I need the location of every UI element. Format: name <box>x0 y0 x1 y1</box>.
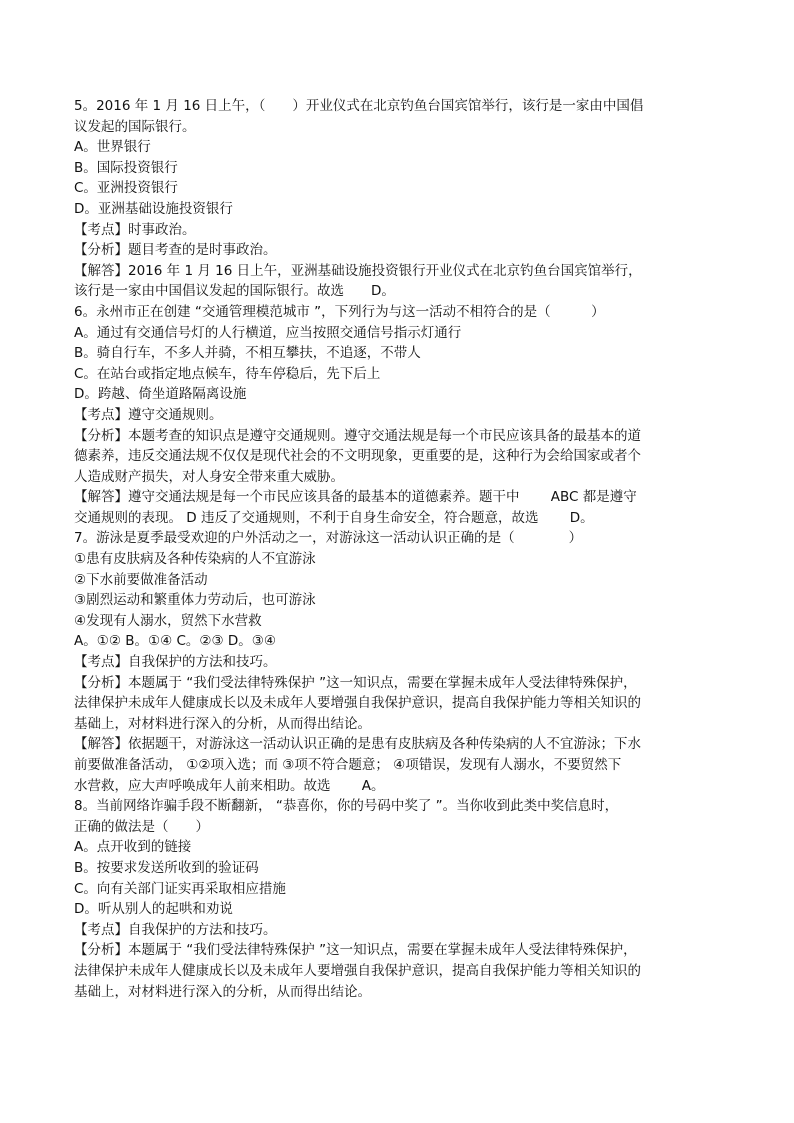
q7-item-4: ④发现有人溺水，贸然下水营救 <box>74 612 262 629</box>
q7-item-1: ①患有皮肤病及各种传染病的人不宜游泳 <box>74 551 316 568</box>
q6-option-c: C。在站台或指定地点候车，待车停稳后，先下后上 <box>74 365 381 382</box>
q5-option-c: C。亚洲投资银行 <box>74 180 178 197</box>
q8-stem-line-2: 正确的做法是（ ） <box>74 818 209 835</box>
q7-item-2: ②下水前要做准备活动 <box>74 571 208 588</box>
q5-option-b: B。国际投资银行 <box>74 159 178 176</box>
q5-answer-line-2: 该行是一家由中国倡议发起的国际银行。故选 D。 <box>74 283 395 300</box>
q6-option-d: D。跨越、倚坐道路隔离设施 <box>74 386 247 403</box>
q6-answer-line-2: 交通规则的表现。 D 违反了交通规则，不利于自身生命安全，符合题意，故选 D。 <box>74 509 594 526</box>
q8-stem-line-1: 8。当前网络诈骗手段不断翻新， “恭喜你，你的号码中奖了 ”。当你收到此类中奖信息时， <box>74 798 619 815</box>
q7-answer-line-1: 【解答】依据题干，对游泳这一活动认识正确的是患有皮肤病及各种传染病的人不宜游泳；下水 <box>74 736 641 753</box>
q5-option-d: D。亚洲基础设施投资银行 <box>74 200 233 217</box>
q8-option-b: B。按要求发送所收到的验证码 <box>74 859 259 876</box>
q7-answer-line-2: 前要做准备活动， ①②项入选；而 ③项不符合题意； ④项错误，发现有人溺水，不要贸然下 <box>74 757 622 773</box>
q8-topic: 【考点】自我保护的方法和技巧。 <box>74 921 277 938</box>
q5-topic: 【考点】时事政治。 <box>74 221 196 238</box>
q7-analysis-line-2: 法律保护未成年人健康成长以及未成年人要增强自我保护意识，提高自我保护能力等相关知识的 <box>74 695 641 712</box>
q5-answer-line-1: 【解答】2016 年 1 月 16 日上午，亚洲基础设施投资银行开业仪式在北京钓鱼台国宾馆举行， <box>74 262 642 279</box>
q8-option-d: D。听从别人的起哄和劝说 <box>74 901 233 918</box>
q8-analysis-line-3: 基础上，对材料进行深入的分析，从而得出结论。 <box>74 983 371 1000</box>
q6-option-b: B。骑自行车，不多人并骑，不相互攀扶，不追逐，不带人 <box>74 345 421 362</box>
q8-option-c: C。向有关部门证实再采取相应措施 <box>74 880 286 897</box>
q7-options: A。①② B。①④ C。②③ D。③④ <box>74 633 277 650</box>
q7-stem: 7。游泳是夏季最受欢迎的户外活动之一，对游泳这一活动认识正确的是（ ） <box>74 530 583 547</box>
q6-analysis-line-1: 【分析】本题考查的知识点是遵守交通规则。遵守交通法规是每一个市民应该具备的最基本的道 <box>74 427 641 444</box>
q6-topic: 【考点】遵守交通规则。 <box>74 406 223 423</box>
q5-stem-line-1: 5。2016 年 1 月 16 日上午，（ ）开业仪式在北京钓鱼台国宾馆举行，该行是一家由中国倡 <box>74 98 644 114</box>
q8-option-a: A。点开收到的链接 <box>74 839 192 856</box>
q6-answer-line-1: 【解答】遵守交通法规是每一个市民应该具备的最基本的道德素养。题干中 ABC 都是遵守 <box>74 489 637 506</box>
q7-answer-line-3: 水营救，应大声呼唤成年人前来相助。故选 A。 <box>74 777 385 794</box>
q5-analysis: 【分析】题目考查的是时事政治。 <box>74 242 277 259</box>
q5-stem-line-2: 议发起的国际银行。 <box>74 118 196 135</box>
document-body <box>74 96 734 1002</box>
q6-option-a: A。通过有交通信号灯的人行横道，应当按照交通信号指示灯通行 <box>74 324 462 341</box>
q7-item-3: ③剧烈运动和繁重体力劳动后，也可游泳 <box>74 592 316 609</box>
q7-topic: 【考点】自我保护的方法和技巧。 <box>74 654 277 671</box>
q6-analysis-line-3: 人造成财产损失，对人身安全带来重大威胁。 <box>74 468 344 485</box>
q6-stem: 6。永州市正在创建 “交通管理模范城市 ”，下列行为与这一活动不相符合的是（ ） <box>74 303 605 320</box>
q8-analysis-line-1: 【分析】本题属于 “我们受法律特殊保护 ”这一知识点，需要在掌握未成年人受法律特殊保护， <box>74 942 637 959</box>
q5-option-a: A。世界银行 <box>74 139 151 156</box>
q8-analysis-line-2: 法律保护未成年人健康成长以及未成年人要增强自我保护意识，提高自我保护能力等相关知识的 <box>74 962 641 979</box>
q7-analysis-line-3: 基础上，对材料进行深入的分析，从而得出结论。 <box>74 715 371 732</box>
q6-analysis-line-2: 德素养，违反交通法规不仅仅是现代社会的不文明现象，更重要的是，这种行为会给国家或者个 <box>74 448 641 465</box>
q7-analysis-line-1: 【分析】本题属于 “我们受法律特殊保护 ”这一知识点，需要在掌握未成年人受法律特殊保护， <box>74 674 637 691</box>
